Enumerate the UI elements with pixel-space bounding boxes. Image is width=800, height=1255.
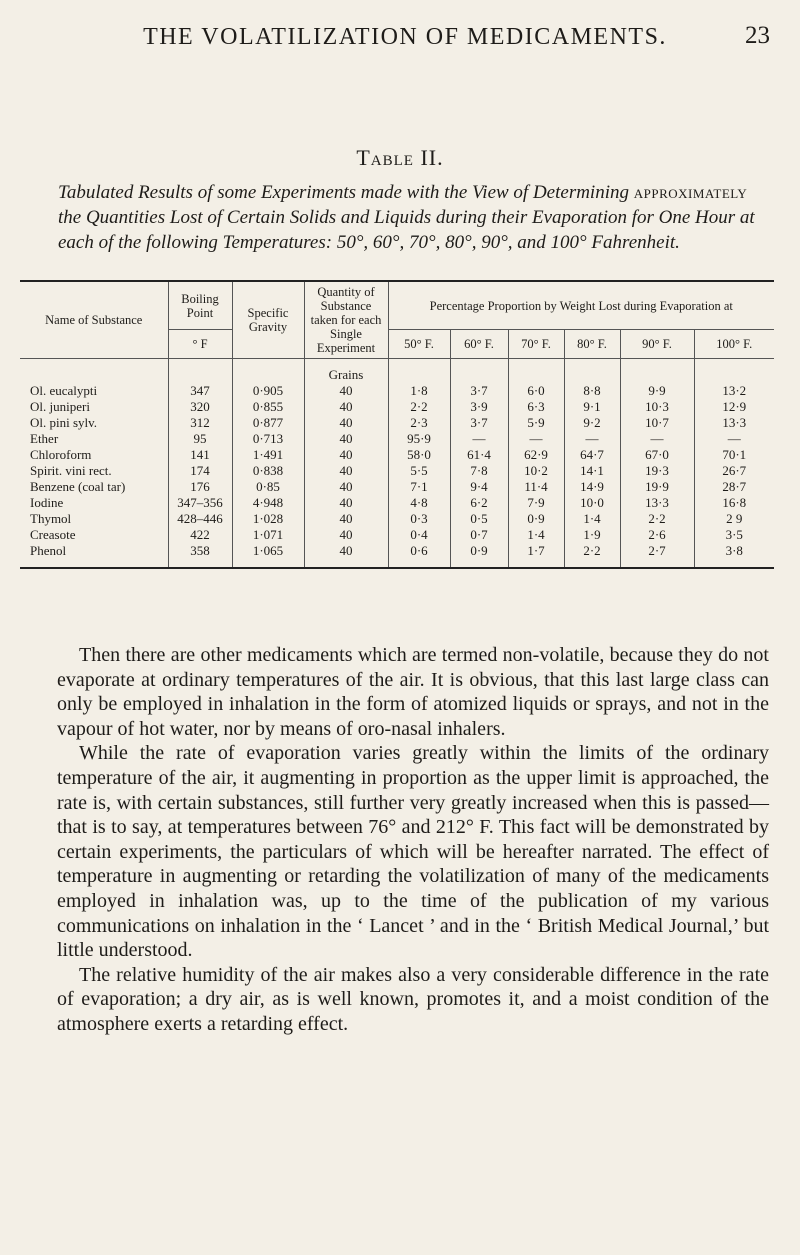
- loss-value-cell: 0·9: [508, 511, 564, 527]
- loss-value-cell: 26·7: [722, 463, 747, 478]
- loss-value-cell: 4·8: [388, 495, 450, 511]
- loss-value-cell: 67·0: [620, 447, 694, 463]
- running-title: THE VOLATILIZATION OF MEDICAMENTS.: [143, 24, 667, 50]
- table-row: [20, 527, 774, 543]
- loss-value-cell: 0·6: [388, 543, 450, 559]
- evaporation-table: [20, 280, 774, 569]
- loss-value-cell: 5·9: [508, 415, 564, 431]
- loss-value-cell: 2·2: [564, 543, 620, 559]
- loss-value-cell: 0·3: [388, 511, 450, 527]
- header-gravity: Specific Gravity: [232, 281, 304, 359]
- quantity-cell: 40: [304, 463, 388, 479]
- loss-value-cell: 2 9: [726, 511, 743, 526]
- loss-value-cell: 1·7: [508, 543, 564, 559]
- loss-value-cell: 10·2: [508, 463, 564, 479]
- table-row: [20, 511, 774, 527]
- loss-value-cell: 2·3: [388, 415, 450, 431]
- loss-value-cell: 0·5: [450, 511, 508, 527]
- quantity-cell: 40: [304, 543, 388, 559]
- loss-value-cell: 14·9: [564, 479, 620, 495]
- loss-value-cell: 16·8: [722, 495, 747, 510]
- boiling-cell: 95: [168, 431, 232, 447]
- gravity-cell: 0·85: [232, 479, 304, 495]
- paragraph-1: Then there are other medicaments which are termed non-volatile, because they do not evaporate at ordinary temperatures of the air. It is obvious, that this last large class can only be employed in inhalation in the form of atomized liquids or sprays, and not in the vapour of hot water, nor by means of oro-nasal inhalers.: [57, 644, 769, 740]
- quantity-unit: Grains: [304, 367, 388, 383]
- quantity-cell: 40: [304, 399, 388, 415]
- loss-value-cell: 70·1: [722, 447, 747, 462]
- substance-name: Iodine: [20, 495, 168, 511]
- table-row: [20, 431, 774, 447]
- loss-value-cell: 0·7: [450, 527, 508, 543]
- loss-value-cell: 3·8: [725, 543, 743, 558]
- loss-value-cell: 2·2: [620, 511, 694, 527]
- table-row: [20, 415, 774, 431]
- loss-value-cell: 2·6: [620, 527, 694, 543]
- boiling-cell: 347: [168, 383, 232, 399]
- paragraph-2: While the rate of evaporation varies greatly within the limits of the ordinary temperature of the air, it augmenting in proportion as the upper limit is approached, the rate is, with certain substances, still further very greatly increased when this is passed—that is to say, at temperatures between 76° and 212° F. This fact will be demonstrated by certain experiments, the particulars of which will be hereafter narrated. The effect of temperature in augmenting or retarding the volatilization of many of the medicaments employed in inhalation was, up to the time of the publication of my various communications on inhalation in the ‘ Lancet ’ and in the ‘ British Medical Journal,’ but little understood.: [57, 742, 769, 962]
- header-quantity: Quantity of Substance taken for each Single Experiment: [304, 281, 388, 359]
- header-name: Name of Substance: [20, 281, 168, 359]
- paragraph-3: The relative humidity of the air makes also a very considerable difference in the rate of evaporation; a dry air, as is well known, promotes it, and a moist condition of the atmosphere exerts a retarding effect.: [57, 963, 769, 1035]
- loss-value-cell: 61·4: [450, 447, 508, 463]
- loss-value-cell: 6·2: [450, 495, 508, 511]
- gravity-cell: 1·028: [232, 511, 304, 527]
- boiling-cell: 320: [168, 399, 232, 415]
- loss-value-cell: 3·7: [450, 383, 508, 399]
- loss-value-cell: 64·7: [564, 447, 620, 463]
- substance-name: Benzene (coal tar): [20, 479, 168, 495]
- header-temp-60: 60° F.: [450, 330, 508, 359]
- loss-value-cell: 3·7: [450, 415, 508, 431]
- loss-value-cell: —: [508, 431, 564, 447]
- quantity-cell: 40: [304, 479, 388, 495]
- loss-value-cell: 13·2: [722, 383, 747, 398]
- quantity-cell: 40: [304, 495, 388, 511]
- loss-value-cell: 0·4: [388, 527, 450, 543]
- gravity-cell: 0·855: [232, 399, 304, 415]
- boiling-cell: 141: [168, 447, 232, 463]
- quantity-cell: 40: [304, 415, 388, 431]
- loss-value-cell: 62·9: [508, 447, 564, 463]
- loss-value-cell: —: [564, 431, 620, 447]
- gravity-cell: 1·065: [232, 543, 304, 559]
- table-row: [20, 479, 774, 495]
- table-row: [20, 383, 774, 399]
- body-text: [57, 643, 769, 1037]
- boiling-cell: 174: [168, 463, 232, 479]
- table-row: [20, 447, 774, 463]
- table-description-part1: Tabulated Results of some Experiments made with the View of Determining: [58, 182, 634, 203]
- substance-name: Spirit. vini rect.: [20, 463, 168, 479]
- page-number: 23: [745, 22, 770, 49]
- header-temp-80: 80° F.: [564, 330, 620, 359]
- loss-value-cell: 7·8: [450, 463, 508, 479]
- loss-value-cell: 6·0: [508, 383, 564, 399]
- header-percentage: Percentage Proportion by Weight Lost during Evaporation at: [388, 281, 774, 330]
- header-temp-100: 100° F.: [694, 330, 774, 359]
- gravity-cell: 0·905: [232, 383, 304, 399]
- table-row: [20, 495, 774, 511]
- header-temp-90: 90° F.: [620, 330, 694, 359]
- gravity-cell: 1·071: [232, 527, 304, 543]
- loss-value-cell: 19·9: [620, 479, 694, 495]
- table-bottom-padding: [20, 559, 774, 568]
- loss-value-cell: 58·0: [388, 447, 450, 463]
- loss-value-cell: 7·9: [508, 495, 564, 511]
- header-temp-70: 70° F.: [508, 330, 564, 359]
- quantity-cell: 40: [304, 511, 388, 527]
- quantity-cell: 40: [304, 447, 388, 463]
- loss-value-cell: 9·4: [450, 479, 508, 495]
- substance-name: Chloroform: [20, 447, 168, 463]
- table-caption: Table II.: [356, 145, 444, 170]
- gravity-cell: 1·491: [232, 447, 304, 463]
- loss-value-cell: 8·8: [564, 383, 620, 399]
- loss-value-cell: 3·5: [725, 527, 743, 542]
- table-row: [20, 399, 774, 415]
- table-row: [20, 463, 774, 479]
- loss-value-cell: —: [450, 431, 508, 447]
- loss-value-cell: 12·9: [722, 399, 747, 414]
- loss-value-cell: 2·2: [388, 399, 450, 415]
- substance-name: Phenol: [20, 543, 168, 559]
- running-head: [40, 18, 770, 58]
- table-description: [58, 180, 758, 255]
- substance-name: Ol. juniperi: [20, 399, 168, 415]
- substance-name: Ol. eucalypti: [20, 383, 168, 399]
- loss-value-cell: 11·4: [508, 479, 564, 495]
- loss-value-cell: 19·3: [620, 463, 694, 479]
- loss-value-cell: 28·7: [722, 479, 747, 494]
- loss-value-cell: 6·3: [508, 399, 564, 415]
- loss-value-cell: 10·3: [620, 399, 694, 415]
- loss-value-cell: 3·9: [450, 399, 508, 415]
- table-description-smallcaps: approximately: [633, 182, 748, 203]
- boiling-cell: 312: [168, 415, 232, 431]
- loss-value-cell: 9·2: [564, 415, 620, 431]
- quantity-cell: 40: [304, 431, 388, 447]
- quantity-cell: 40: [304, 383, 388, 399]
- boiling-cell: 347–356: [168, 495, 232, 511]
- substance-name: Creasote: [20, 527, 168, 543]
- substance-name: Ol. pini sylv.: [20, 415, 168, 431]
- gravity-cell: 0·713: [232, 431, 304, 447]
- loss-value-cell: 10·0: [564, 495, 620, 511]
- loss-value-cell: 13·3: [722, 415, 747, 430]
- quantity-cell: 40: [304, 527, 388, 543]
- loss-value-cell: 14·1: [564, 463, 620, 479]
- loss-value-cell: 1·8: [388, 383, 450, 399]
- table-description-part2: the Quantities Lost of Certain Solids and Liquids during their Evaporation for One Hour at each of the following Temperatures: 50°, 60°, 70°, 80°, 90°, and 100° Fahrenheit.: [58, 207, 755, 253]
- loss-value-cell: 1·4: [508, 527, 564, 543]
- boiling-cell: 176: [168, 479, 232, 495]
- header-boiling: Boiling Point: [168, 281, 232, 330]
- loss-value-cell: 9·9: [620, 383, 694, 399]
- loss-value-cell: 13·3: [620, 495, 694, 511]
- loss-value-cell: —: [727, 431, 741, 446]
- boiling-cell: 422: [168, 527, 232, 543]
- loss-value-cell: 1·9: [564, 527, 620, 543]
- substance-name: Thymol: [20, 511, 168, 527]
- gravity-cell: 0·877: [232, 415, 304, 431]
- loss-value-cell: 0·9: [450, 543, 508, 559]
- loss-value-cell: 9·1: [564, 399, 620, 415]
- loss-value-cell: 7·1: [388, 479, 450, 495]
- header-temp-50: 50° F.: [388, 330, 450, 359]
- loss-value-cell: 2·7: [620, 543, 694, 559]
- loss-value-cell: 10·7: [620, 415, 694, 431]
- loss-value-cell: 5·5: [388, 463, 450, 479]
- loss-value-cell: 1·4: [564, 511, 620, 527]
- gravity-cell: 4·948: [232, 495, 304, 511]
- table-row: [20, 543, 774, 559]
- boiling-cell: 428–446: [168, 511, 232, 527]
- gravity-cell: 0·838: [232, 463, 304, 479]
- boiling-cell: 358: [168, 543, 232, 559]
- loss-value-cell: 95·9: [388, 431, 450, 447]
- header-boiling-unit: ° F: [168, 330, 232, 359]
- loss-value-cell: —: [620, 431, 694, 447]
- substance-name: Ether: [20, 431, 168, 447]
